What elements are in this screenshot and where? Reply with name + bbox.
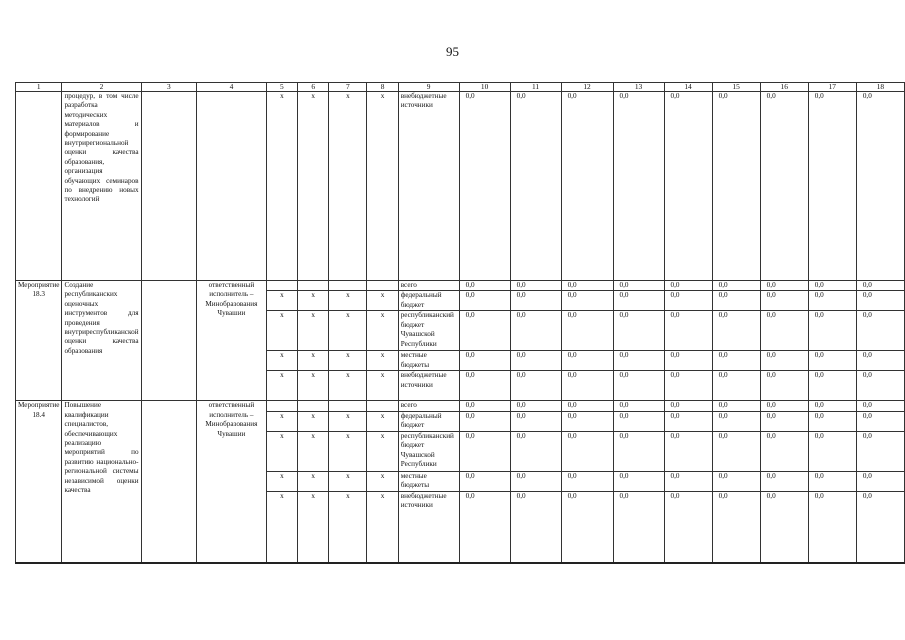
value-cell: 0,0 bbox=[613, 471, 664, 491]
executor-cell bbox=[197, 92, 267, 281]
column-number-9: 9 bbox=[398, 83, 459, 92]
value-cell: 0,0 bbox=[510, 281, 561, 291]
value-cell: 0,0 bbox=[664, 401, 712, 411]
value-cell: 0,0 bbox=[510, 92, 561, 281]
funding-source-cell: республиканский бюджет Чувашской Республики bbox=[398, 311, 459, 351]
value-cell: 0,0 bbox=[459, 431, 510, 471]
mark-cell: x bbox=[329, 431, 367, 471]
mark-cell: x bbox=[367, 491, 398, 563]
funding-source-cell: всего bbox=[398, 401, 459, 411]
value-cell: 0,0 bbox=[856, 431, 904, 471]
value-cell: 0,0 bbox=[510, 351, 561, 371]
value-cell: 0,0 bbox=[856, 311, 904, 351]
mark-cell: x bbox=[266, 491, 297, 563]
column-number-row bbox=[16, 83, 905, 92]
mark-cell: x bbox=[298, 471, 329, 491]
mark-cell: x bbox=[367, 371, 398, 401]
mark-cell bbox=[298, 401, 329, 411]
mark-cell: x bbox=[266, 411, 297, 431]
value-cell: 0,0 bbox=[664, 291, 712, 311]
value-cell: 0,0 bbox=[664, 371, 712, 401]
value-cell: 0,0 bbox=[712, 92, 760, 281]
executor-cell: ответственный исполнитель – Минобразования Чувашии bbox=[197, 281, 267, 401]
value-cell: 0,0 bbox=[561, 401, 613, 411]
value-cell: 0,0 bbox=[664, 351, 712, 371]
value-cell: 0,0 bbox=[561, 92, 613, 281]
mark-cell: x bbox=[266, 351, 297, 371]
value-cell: 0,0 bbox=[760, 491, 808, 563]
mark-cell: x bbox=[329, 291, 367, 311]
mark-cell bbox=[367, 401, 398, 411]
value-cell: 0,0 bbox=[561, 351, 613, 371]
value-cell: 0,0 bbox=[808, 411, 856, 431]
value-cell: 0,0 bbox=[712, 291, 760, 311]
value-cell: 0,0 bbox=[459, 291, 510, 311]
column-number-18: 18 bbox=[856, 83, 904, 92]
event-cell: Мероприятие 18.4 bbox=[16, 401, 62, 563]
column-number-13: 13 bbox=[613, 83, 664, 92]
value-cell: 0,0 bbox=[760, 401, 808, 411]
column-number-3: 3 bbox=[141, 83, 197, 92]
value-cell: 0,0 bbox=[561, 291, 613, 311]
value-cell: 0,0 bbox=[561, 411, 613, 431]
value-cell: 0,0 bbox=[664, 471, 712, 491]
executor-cell: ответственный исполнитель – Минобразования Чувашии bbox=[197, 401, 267, 563]
value-cell: 0,0 bbox=[808, 431, 856, 471]
empty-cell bbox=[141, 92, 197, 281]
value-cell: 0,0 bbox=[808, 281, 856, 291]
value-cell: 0,0 bbox=[664, 92, 712, 281]
value-cell: 0,0 bbox=[760, 291, 808, 311]
value-cell: 0,0 bbox=[510, 411, 561, 431]
value-cell: 0,0 bbox=[459, 491, 510, 563]
budget-table bbox=[15, 82, 905, 564]
mark-cell: x bbox=[329, 371, 367, 401]
value-cell: 0,0 bbox=[856, 281, 904, 291]
column-number-16: 16 bbox=[760, 83, 808, 92]
value-cell: 0,0 bbox=[856, 411, 904, 431]
value-cell: 0,0 bbox=[760, 431, 808, 471]
value-cell: 0,0 bbox=[664, 311, 712, 351]
value-cell: 0,0 bbox=[510, 291, 561, 311]
funding-source-cell: внебюджетные источники bbox=[398, 491, 459, 563]
value-cell: 0,0 bbox=[856, 371, 904, 401]
column-number-10: 10 bbox=[459, 83, 510, 92]
mark-cell: x bbox=[298, 411, 329, 431]
value-cell: 0,0 bbox=[712, 491, 760, 563]
funding-source-cell: внебюджетные источники bbox=[398, 371, 459, 401]
mark-cell: x bbox=[329, 351, 367, 371]
funding-source-cell: федеральный бюджет bbox=[398, 291, 459, 311]
value-cell: 0,0 bbox=[808, 401, 856, 411]
funding-source-cell: всего bbox=[398, 281, 459, 291]
value-cell: 0,0 bbox=[808, 471, 856, 491]
column-number-7: 7 bbox=[329, 83, 367, 92]
value-cell: 0,0 bbox=[712, 351, 760, 371]
mark-cell: x bbox=[367, 92, 398, 281]
table-row bbox=[16, 281, 905, 291]
value-cell: 0,0 bbox=[613, 351, 664, 371]
mark-cell: x bbox=[266, 92, 297, 281]
event-name-cell: Повышение квалификации специалистов, обеспечивающих реализацию мероприятий по развитию национально-региональной системы независимой оценки качества bbox=[62, 401, 141, 563]
event-cell: Мероприятие 18.3 bbox=[16, 281, 62, 401]
mark-cell: x bbox=[298, 431, 329, 471]
value-cell: 0,0 bbox=[856, 92, 904, 281]
value-cell: 0,0 bbox=[760, 281, 808, 291]
value-cell: 0,0 bbox=[510, 471, 561, 491]
value-cell: 0,0 bbox=[613, 311, 664, 351]
mark-cell: x bbox=[367, 351, 398, 371]
value-cell: 0,0 bbox=[712, 411, 760, 431]
event-name-cell: процедур, в том числе разработка методических материалов и формирование внутрирегиональной оценки качества образования, организация обучающих семинаров по внедрению новых технологий bbox=[62, 92, 141, 281]
value-cell: 0,0 bbox=[808, 92, 856, 281]
event-cell bbox=[16, 92, 62, 281]
value-cell: 0,0 bbox=[613, 371, 664, 401]
mark-cell bbox=[266, 401, 297, 411]
mark-cell: x bbox=[298, 291, 329, 311]
value-cell: 0,0 bbox=[510, 401, 561, 411]
value-cell: 0,0 bbox=[561, 281, 613, 291]
value-cell: 0,0 bbox=[510, 311, 561, 351]
mark-cell: x bbox=[329, 491, 367, 563]
value-cell: 0,0 bbox=[613, 411, 664, 431]
value-cell: 0,0 bbox=[613, 401, 664, 411]
mark-cell: x bbox=[298, 491, 329, 563]
table-row bbox=[16, 401, 905, 411]
table-row bbox=[16, 92, 905, 281]
value-cell: 0,0 bbox=[613, 291, 664, 311]
value-cell: 0,0 bbox=[459, 351, 510, 371]
value-cell: 0,0 bbox=[459, 371, 510, 401]
column-number-11: 11 bbox=[510, 83, 561, 92]
column-number-17: 17 bbox=[808, 83, 856, 92]
column-number-15: 15 bbox=[712, 83, 760, 92]
mark-cell: x bbox=[298, 311, 329, 351]
value-cell: 0,0 bbox=[760, 92, 808, 281]
column-number-1: 1 bbox=[16, 83, 62, 92]
value-cell: 0,0 bbox=[561, 311, 613, 351]
mark-cell: x bbox=[329, 311, 367, 351]
mark-cell: x bbox=[367, 431, 398, 471]
value-cell: 0,0 bbox=[459, 401, 510, 411]
value-cell: 0,0 bbox=[712, 471, 760, 491]
value-cell: 0,0 bbox=[760, 471, 808, 491]
mark-cell bbox=[329, 281, 367, 291]
mark-cell: x bbox=[298, 351, 329, 371]
mark-cell: x bbox=[298, 92, 329, 281]
value-cell: 0,0 bbox=[613, 281, 664, 291]
value-cell: 0,0 bbox=[760, 411, 808, 431]
value-cell: 0,0 bbox=[712, 281, 760, 291]
value-cell: 0,0 bbox=[760, 371, 808, 401]
column-number-12: 12 bbox=[561, 83, 613, 92]
mark-cell: x bbox=[266, 291, 297, 311]
value-cell: 0,0 bbox=[459, 411, 510, 431]
mark-cell bbox=[266, 281, 297, 291]
value-cell: 0,0 bbox=[613, 92, 664, 281]
value-cell: 0,0 bbox=[510, 491, 561, 563]
mark-cell: x bbox=[367, 411, 398, 431]
value-cell: 0,0 bbox=[510, 431, 561, 471]
mark-cell: x bbox=[329, 411, 367, 431]
value-cell: 0,0 bbox=[510, 371, 561, 401]
value-cell: 0,0 bbox=[712, 371, 760, 401]
value-cell: 0,0 bbox=[613, 431, 664, 471]
mark-cell bbox=[329, 401, 367, 411]
value-cell: 0,0 bbox=[561, 491, 613, 563]
value-cell: 0,0 bbox=[561, 371, 613, 401]
value-cell: 0,0 bbox=[712, 311, 760, 351]
mark-cell: x bbox=[367, 311, 398, 351]
funding-source-cell: местные бюджеты bbox=[398, 351, 459, 371]
value-cell: 0,0 bbox=[664, 491, 712, 563]
value-cell: 0,0 bbox=[856, 491, 904, 563]
mark-cell bbox=[367, 281, 398, 291]
funding-source-cell: федеральный бюджет bbox=[398, 411, 459, 431]
empty-cell bbox=[141, 401, 197, 563]
mark-cell: x bbox=[266, 471, 297, 491]
funding-source-cell: республиканский бюджет Чувашской Республики bbox=[398, 431, 459, 471]
value-cell: 0,0 bbox=[760, 311, 808, 351]
value-cell: 0,0 bbox=[459, 281, 510, 291]
value-cell: 0,0 bbox=[664, 281, 712, 291]
value-cell: 0,0 bbox=[856, 401, 904, 411]
value-cell: 0,0 bbox=[664, 411, 712, 431]
value-cell: 0,0 bbox=[808, 311, 856, 351]
mark-cell bbox=[298, 281, 329, 291]
value-cell: 0,0 bbox=[459, 92, 510, 281]
value-cell: 0,0 bbox=[856, 291, 904, 311]
mark-cell: x bbox=[266, 311, 297, 351]
column-number-2: 2 bbox=[62, 83, 141, 92]
page-number: 95 bbox=[446, 44, 459, 59]
empty-cell bbox=[141, 281, 197, 401]
value-cell: 0,0 bbox=[760, 351, 808, 371]
column-number-14: 14 bbox=[664, 83, 712, 92]
value-cell: 0,0 bbox=[808, 351, 856, 371]
mark-cell: x bbox=[266, 431, 297, 471]
value-cell: 0,0 bbox=[856, 471, 904, 491]
value-cell: 0,0 bbox=[856, 351, 904, 371]
value-cell: 0,0 bbox=[459, 311, 510, 351]
column-number-8: 8 bbox=[367, 83, 398, 92]
value-cell: 0,0 bbox=[561, 471, 613, 491]
value-cell: 0,0 bbox=[712, 431, 760, 471]
mark-cell: x bbox=[329, 471, 367, 491]
mark-cell: x bbox=[329, 92, 367, 281]
event-name-cell: Создание республиканских оценочных инструментов для проведения внутриреспубликанской оценки качества образования bbox=[62, 281, 141, 401]
value-cell: 0,0 bbox=[664, 431, 712, 471]
funding-source-cell: местные бюджеты bbox=[398, 471, 459, 491]
funding-source-cell: внебюджетные источники bbox=[398, 92, 459, 281]
column-number-5: 5 bbox=[266, 83, 297, 92]
mark-cell: x bbox=[266, 371, 297, 401]
value-cell: 0,0 bbox=[712, 401, 760, 411]
mark-cell: x bbox=[298, 371, 329, 401]
value-cell: 0,0 bbox=[808, 291, 856, 311]
value-cell: 0,0 bbox=[561, 431, 613, 471]
value-cell: 0,0 bbox=[808, 371, 856, 401]
value-cell: 0,0 bbox=[808, 491, 856, 563]
mark-cell: x bbox=[367, 471, 398, 491]
value-cell: 0,0 bbox=[459, 471, 510, 491]
value-cell: 0,0 bbox=[613, 491, 664, 563]
mark-cell: x bbox=[367, 291, 398, 311]
column-number-4: 4 bbox=[197, 83, 267, 92]
column-number-6: 6 bbox=[298, 83, 329, 92]
